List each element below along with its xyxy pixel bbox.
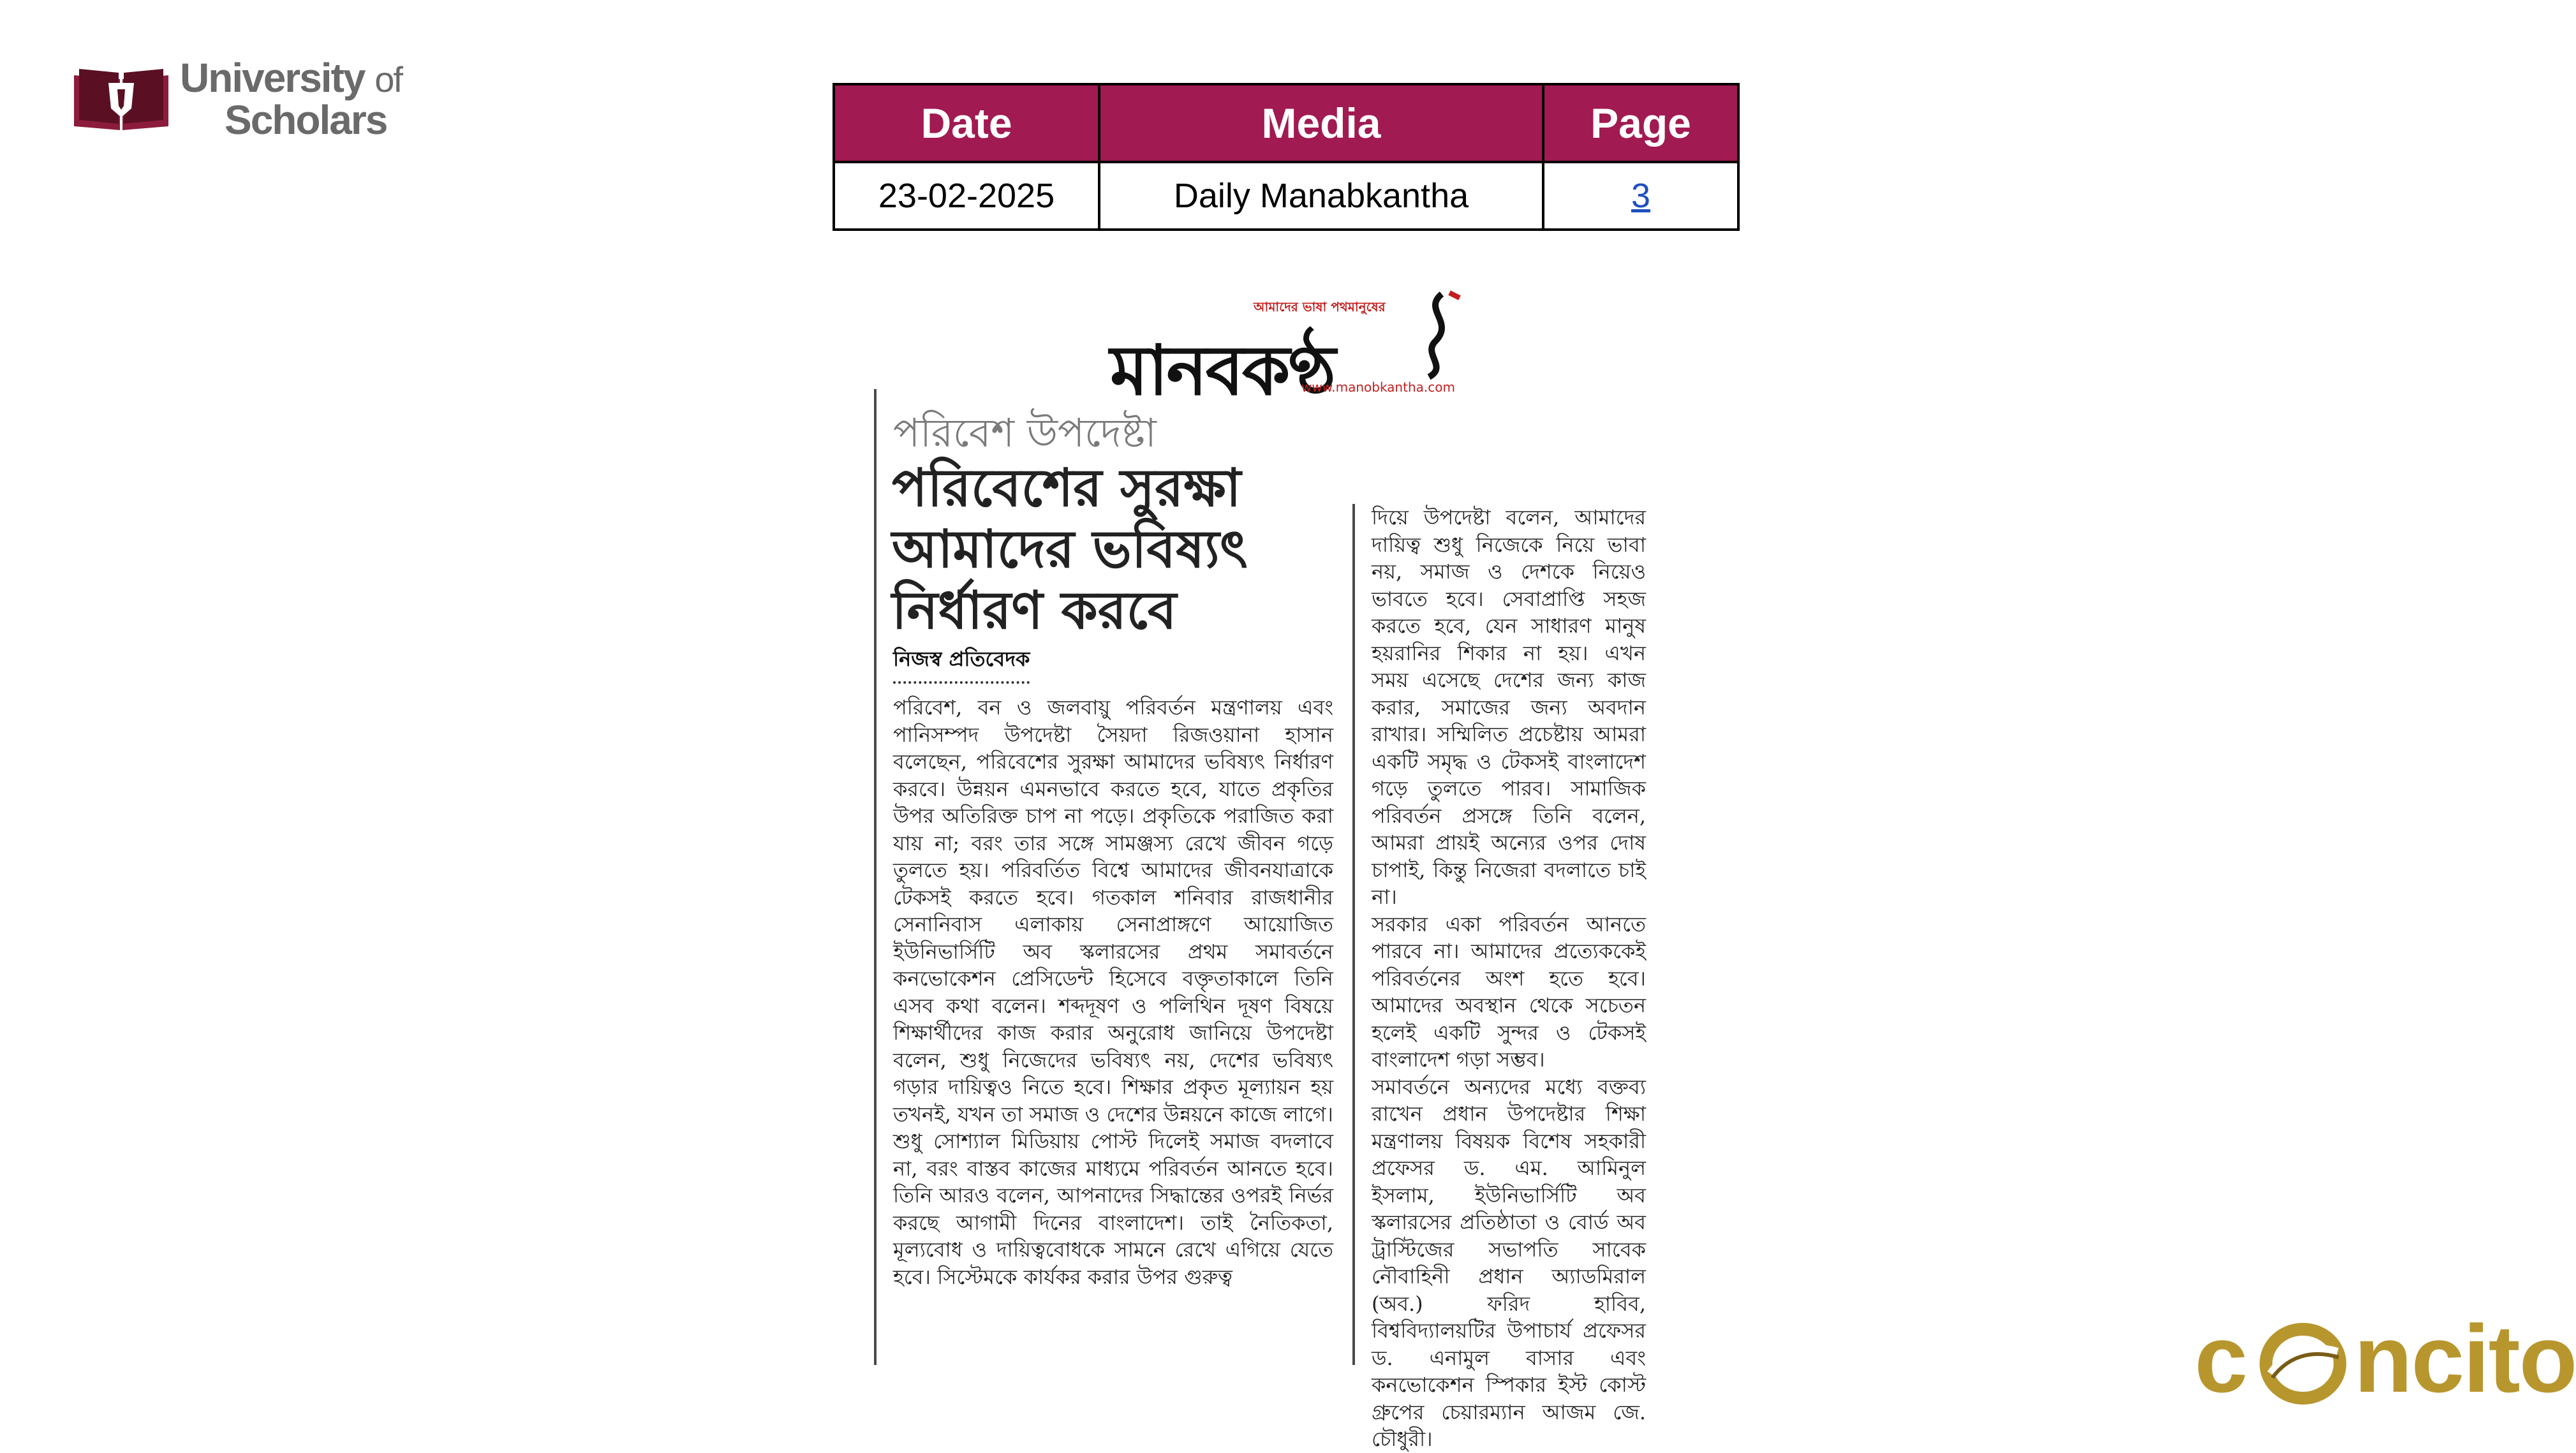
article-column-2 [1372, 504, 1646, 1453]
concito-logo [2195, 1305, 2576, 1412]
article-byline: নিজস্ব প্রতিবেদক [893, 643, 1030, 684]
article-clipping [874, 389, 1687, 1451]
cell-date: 23-02-2025 [834, 162, 1099, 230]
header-page: Page [1543, 84, 1738, 162]
table-row [834, 162, 1738, 230]
masthead-swirl-icon [1410, 290, 1467, 380]
column-rule-middle [1352, 504, 1355, 1365]
article-kicker: পরিবেশ উপদেষ্টা [893, 409, 1157, 456]
column-rule-left [874, 389, 877, 1365]
article-column-1: পরিবেশ, বন ও জলবায়ু পরিবর্তন মন্ত্রণালয় এবং পানিসম্পদ উপদেষ্টা সৈয়দা রিজওয়ানা হাসান বলেছেন, পরিবেশের সুরক্ষা আমাদের ভবিষ্যৎ নির্ধারণ করবে। উন্নয়ন এমনভাবে করতে হবে, যাতে প্রকৃতির উপর অতিরিক্ত চাপ না পড়ে। প্রকৃতিকে পরাজিত করা যায় না; বরং তার সঙ্গে সামঞ্জস্য রেখে জীবন গড়ে তুলতে হয়। পরিবর্তিত বিশ্বে আমাদের জীবনযাত্রাকে টেকসই করতে হবে। গতকাল শনিবার রাজধানীর সেনানিবাস এলাকায় সেনাপ্রাঙ্গণে আয়োজিত ইউনিভার্সিটি অব স্কলারসের প্রথম সমাবর্তনে কনভোকেশন প্রেসিডেন্ট হিসেবে বক্তৃতাকালে তিনি এসব কথা বলেন। শব্দদূষণ ও পলিথিন দূষণ বিষয়ে শিক্ষার্থীদের কাজ করার অনুরোধ জানিয়ে উপদেষ্টা বলেন, শুধু নিজেদের ভবিষ্যৎ নয়, দেশের ভবিষ্যৎ গড়ার দায়িত্বও নিতে হবে। শিক্ষার প্রকৃত মূল্যায়ন হয় তখনই, যখন তা সমাজ ও দেশের উন্নয়নে কাজে লাগে। শুধু সোশ্যাল মিডিয়ায় পোস্ট দিলেই সমাজ বদলাবে না, বরং বাস্তব কাজের মাধ্যমে পরিবর্তন আনতে হবে। তিনি আরও বলেন, আপনাদের সিদ্ধান্তের ওপরই নির্ভর করছে আগামী দিনের বাংলাদেশ। তাই নৈতিকতা, মূল্যবোধ ও দায়িত্ববোধকে সামনে রেখে এগিয়ে যেতে হবে। সিস্টেমকে কার্যকর করার উপর গুরুত্ব [893, 695, 1333, 1289]
concito-swirl-o-icon [2258, 1320, 2348, 1403]
table-header-row [834, 84, 1738, 162]
masthead-tagline: আমাদের ভাষা পথমানুষের [1254, 299, 1386, 314]
open-book-icon [70, 64, 172, 131]
page-link[interactable]: 3 [1631, 177, 1651, 215]
cell-media: Daily Manabkantha [1099, 162, 1543, 230]
logo-of-text: of [374, 59, 402, 100]
masthead-title: মানবকণ্ঠ [1110, 330, 1335, 411]
university-of-scholars-logo [70, 51, 427, 143]
logo-university-text: University [180, 55, 365, 101]
clipping-info-table [833, 83, 1740, 231]
concito-c-text: c [2195, 1305, 2246, 1412]
column-2-paragraph-1: দিয়ে উপদেষ্টা বলেন, আমাদের দায়িত্ব শুধু নিজেকে নিয়ে ভাবা নয়, সমাজ ও দেশকে নিয়েও ভাবতে হবে। সেবাপ্রাপ্তি সহজ করতে হবে, যেন সাধারণ মানুষ হয়রানির শিকার না হয়। এখন সময় এসেছে দেশের জন্য কাজ করার, সমাজের জন্য অবদান রাখার। সম্মিলিত প্রচেষ্টায় আমরা একটি সমৃদ্ধ ও টেকসই বাংলাদেশ গড়ে তুলতে পারব। সামাজিক পরিবর্তন প্রসঙ্গে তিনি বলেন, আমরা প্রায়ই অন্যের ওপর দোষ চাপাই, কিন্তু নিজেরা বদলাতে চাই না। [1372, 505, 1646, 909]
column-2-paragraph-2: সরকার একা পরিবর্তন আনতে পারবে না। আমাদের প্রত্যেককেই পরিবর্তনের অংশ হতে হবে। আমাদের অবস্থান থেকে সচেতন হলেই একটি সুন্দর ও টেকসই বাংলাদেশ গড়া সম্ভব। [1372, 911, 1646, 1072]
concito-rest-text: ncito [2354, 1305, 2576, 1412]
header-date: Date [834, 84, 1099, 162]
masthead-url: www.manobkantha.com [1301, 380, 1455, 395]
header-media: Media [1099, 84, 1543, 162]
newspaper-masthead [1110, 290, 1467, 411]
article-headline: পরিবেশের সুরক্ষা আমাদের ভবিষ্যৎ নির্ধারণ করবে [892, 458, 1248, 641]
column-2-paragraph-3: সমাবর্তনে অন্যদের মধ্যে বক্তব্য রাখেন প্রধান উপদেষ্টার শিক্ষা মন্ত্রণালয় বিষয়ক বিশেষ সহকারী প্রফেসর ড. এম. আমিনুল ইসলাম, ইউনিভার্সিটি অব স্কলারসের প্রতিষ্ঠাতা ও বোর্ড অব ট্রাস্টিজের সভাপতি সাবেক নৌবাহিনী প্রধান অ্যাডমিরাল (অব.) ফরিদ হাবিব, বিশ্ববিদ্যালয়টির উপাচার্য প্রফেসর ড. এনামুল বাসার এবং কনভোকেশন স্পিকার ইস্ট কোস্ট গ্রুপের চেয়ারম্যান আজম জে. চৌধুরী। [1372, 1074, 1646, 1451]
cell-page [1543, 162, 1738, 230]
logo-scholars-text: Scholars [225, 97, 387, 143]
